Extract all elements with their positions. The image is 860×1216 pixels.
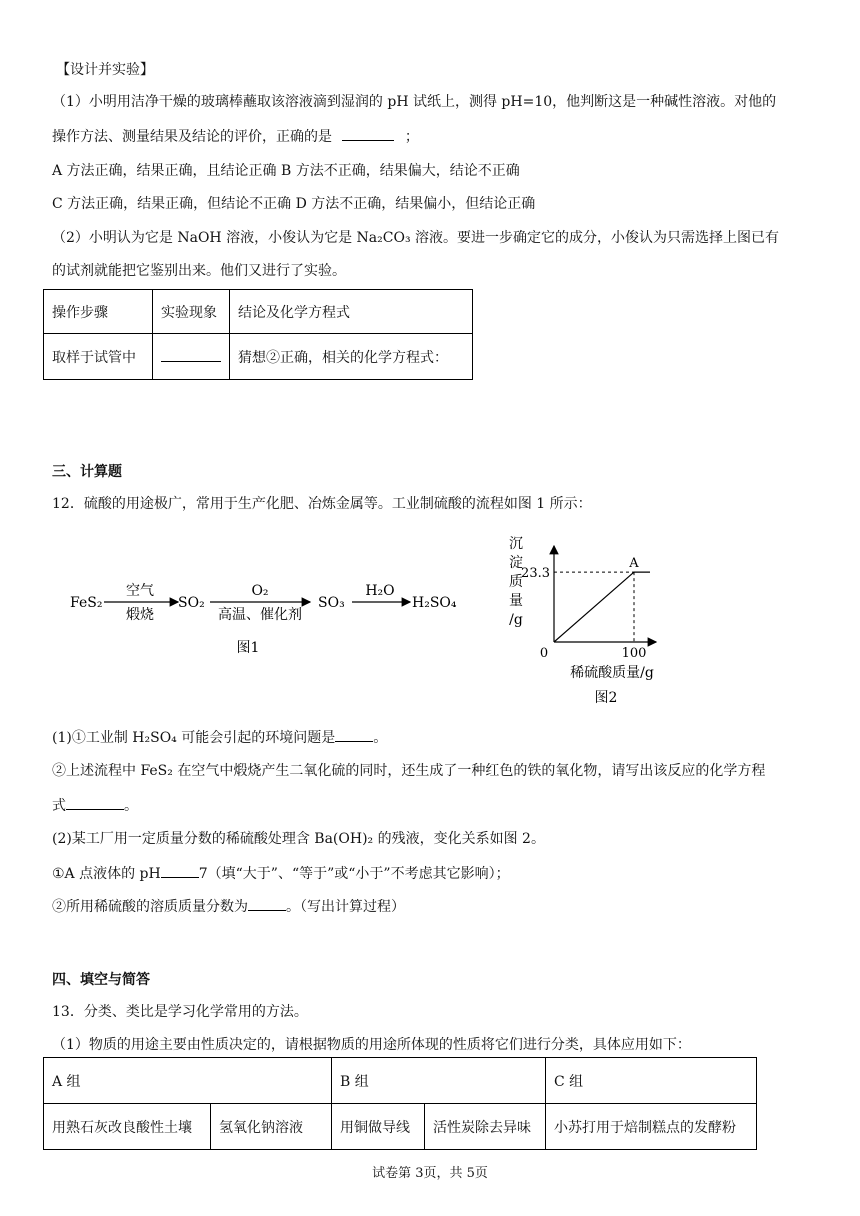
group-b-header: B 组: [332, 1058, 546, 1104]
fig1-arrow2-top: O₂: [251, 583, 269, 599]
page-footer: 试卷第 3页，共 5页: [372, 1166, 488, 1181]
figure2-chart: [500, 530, 680, 715]
sub1b-line1: ②上述流程中 FeS₂ 在空气中煅烧产生二氧化硫的同时，还生成了一种红色的铁的氧化物，请写出该反应的化学方程: [52, 763, 766, 779]
q2-line2: 的试剂就能把它鉴别出来。他们又进行了实验。: [52, 263, 346, 279]
sub2b-pre: ②所用稀硫酸的溶质质量分数为: [52, 899, 248, 915]
fig2-y-axis-label: [509, 536, 523, 628]
fig1-fes2: FeS₂: [70, 595, 103, 611]
sub2-text: (2)某工厂用一定质量分数的稀硫酸处理含 Ba(OH)₂ 的残液，变化关系如图 2。: [52, 831, 545, 847]
fig1-caption: 图1: [236, 640, 260, 656]
sub2a-post: 7（填“大于”、“等于”或“小于”不考虑其它影响）；: [198, 866, 510, 882]
fig2-y-label-char: 淀: [509, 555, 523, 571]
table-header-step: 操作步骤: [44, 290, 153, 334]
table-cell-step: 取样于试管中: [44, 334, 153, 380]
fig2-caption: 图2: [594, 690, 618, 706]
sub1b-end: 。: [124, 798, 138, 814]
sub1b-line2: [52, 795, 138, 816]
q1-answer-blank[interactable]: [342, 126, 394, 141]
fig2-y-label-char: 质: [509, 574, 523, 590]
item-slaked-lime: 用熟石灰改良酸性土壤: [44, 1104, 211, 1150]
group-c-header: C 组: [546, 1058, 757, 1104]
section-fill-title: 四、填空与简答: [52, 972, 150, 988]
q1-line2: [52, 126, 419, 147]
sub1a-end: 。: [373, 730, 388, 746]
group-a-header: A 组: [44, 1058, 332, 1104]
fig2-x-axis-label: 稀硫酸质量/g: [570, 665, 654, 681]
sub1b-line2-text: 式: [52, 798, 66, 814]
figure1-flow: [60, 570, 480, 660]
table-cell-phenomenon: [153, 334, 230, 380]
q1-line2-text: 操作方法、测量结果及结论的评价，正确的是: [52, 129, 332, 145]
table-header-phenomenon: 实验现象: [153, 290, 230, 334]
fig2-x-tick: 100: [621, 646, 647, 661]
design-heading: 【设计并实验】: [56, 62, 154, 78]
q13-text: 13．分类、类比是学习化学常用的方法。: [52, 1004, 308, 1020]
fig2-y-label-char: 沉: [509, 536, 523, 552]
table-header-conclusion: 结论及化学方程式: [230, 290, 473, 334]
sub2a: [52, 863, 510, 884]
fig1-arrow3-top: H₂O: [365, 583, 395, 599]
q1-line1: （1）小明用洁净干燥的玻璃棒蘸取该溶液滴到湿润的 pH 试纸上，测得 pH=10，他判断这是一种碱性溶液。对他的: [52, 94, 777, 110]
fig1-arrow1-bottom: 煅烧: [126, 607, 154, 623]
sub1a-text: (1)①工业制 H₂SO₄ 可能会引起的环境问题是: [52, 730, 336, 746]
classification-table: [43, 1057, 757, 1150]
fig2-origin: 0: [539, 646, 549, 661]
sub2a-pre: ①A 点液体的 pH: [52, 866, 161, 882]
fig1-so3: SO₃: [318, 595, 345, 611]
sub1a-blank[interactable]: [335, 727, 373, 742]
fig2-y-tick: 23.3: [521, 566, 550, 582]
q2-line1: （2）小明认为它是 NaOH 溶液，小俊认为它是 Na₂CO₃ 溶液。要进一步确定它的成分，小俊认为只需选择上图已有: [52, 230, 779, 246]
fig1-h2so4: H₂SO₄: [412, 595, 457, 611]
sub1a: [52, 727, 387, 748]
fig2-point-a-label: A: [629, 556, 639, 572]
sub2a-blank[interactable]: [161, 863, 199, 878]
q12-text: 12．硫酸的用途极广，常用于生产化肥、冶炼金属等。工业制硫酸的流程如图 1 所示：: [52, 496, 592, 512]
table-cell-conclusion: 猜想②正确，相关的化学方程式：: [230, 334, 473, 380]
q1-line2-end: ；: [404, 129, 419, 145]
fig2-y-label-char: /g: [509, 612, 523, 628]
section-calc-title: 三、计算题: [52, 464, 122, 480]
item-copper-wire: 用铜做导线: [332, 1104, 425, 1150]
option-c-d: C 方法正确，结果正确，但结论不正确 D 方法不正确，结果偏小，但结论正确: [52, 196, 536, 212]
fig2-series-line: [554, 572, 650, 642]
fig2-y-label-char: 量: [509, 593, 523, 609]
fig1-so2: SO₂: [178, 595, 205, 611]
q13-1-text: （1）物质的用途主要由性质决定的，请根据物质的用途所体现的性质将它们进行分类，具体应用如下：: [52, 1037, 691, 1053]
sub2b-post: 。（写出计算过程）: [286, 899, 405, 915]
fig1-arrow1-top: 空气: [126, 583, 154, 599]
item-activated-carbon: 活性炭除去异味: [425, 1104, 546, 1150]
sub2b: [52, 896, 405, 917]
sub1b-blank[interactable]: [66, 795, 124, 810]
sub2b-blank[interactable]: [248, 896, 286, 911]
experiment-table: [43, 289, 473, 380]
fig1-arrow2-bottom: 高温、催化剂: [218, 607, 302, 623]
option-a-b: A 方法正确，结果正确，且结论正确 B 方法不正确，结果偏大，结论不正确: [52, 163, 520, 179]
item-naoh-solution: 氢氧化钠溶液: [211, 1104, 332, 1150]
phenomenon-blank[interactable]: [161, 347, 221, 362]
item-baking-soda: 小苏打用于焙制糕点的发酵粉: [546, 1104, 757, 1150]
